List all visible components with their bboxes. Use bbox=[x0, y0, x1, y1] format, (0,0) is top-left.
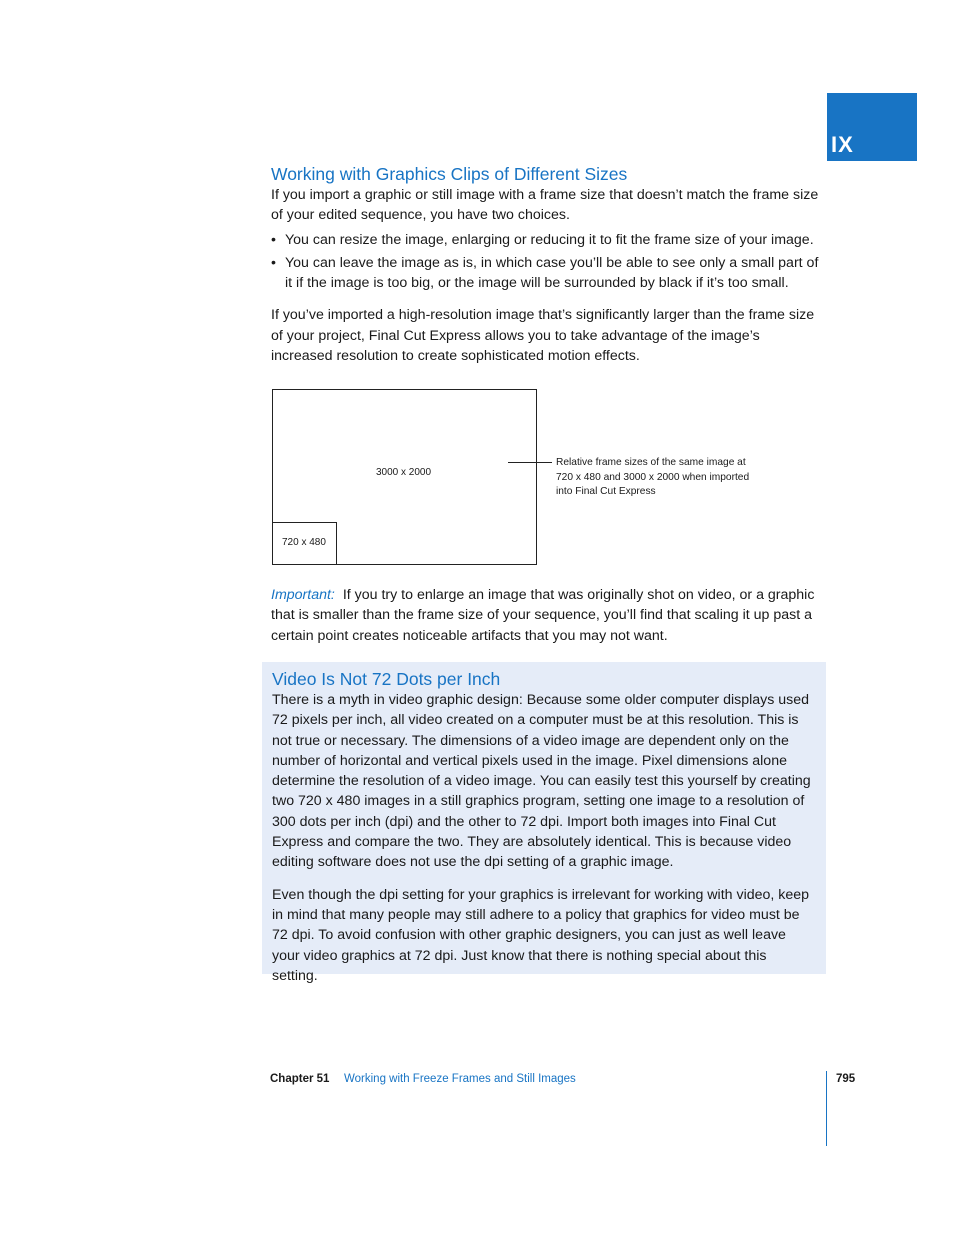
sidebar-heading: Video Is Not 72 Dots per Inch bbox=[272, 669, 501, 689]
page-number: 795 bbox=[836, 1073, 856, 1085]
callout-line bbox=[508, 462, 552, 463]
important-text: If you try to enlarge an image that was originally shot on video, or a graphic that is smaller than the frame size of your sequence, you’ll find that scaling it up past a certain point creates noticeable artifacts that you may not want. bbox=[271, 587, 815, 644]
footer-rule bbox=[826, 1071, 827, 1146]
figure-callout: Relative frame sizes of the same image at 720 x 480 and 3000 x 2000 when imported into Final Cut Express bbox=[556, 457, 750, 497]
choices-list bbox=[271, 230, 825, 294]
resolution-paragraph: If you’ve imported a high-resolution image that’s significantly larger than the frame size of your project, Final Cut Express allows you to take advantage of the image’s increased resolution to create sophisticated motion effects. bbox=[271, 307, 815, 365]
section-heading: Working with Graphics Clips of Different Sizes bbox=[271, 164, 628, 184]
sidebar-paragraph-2: Even though the dpi setting for your graphics is irrelevant for working with video, keep in mind that many people may still adhere to a policy that graphics for video must be 72 dpi. To avoid confusion with other graphic designers, you can just as well leave your video graphics at 72 dpi. Just know that there is nothing special about this setting. bbox=[272, 886, 810, 984]
bullet-glyph: • bbox=[271, 254, 276, 271]
list-item-text: You can resize the image, enlarging or reducing it to fit the frame size of your image. bbox=[285, 231, 814, 248]
list-item bbox=[271, 230, 825, 250]
footer-chapter-title: Working with Freeze Frames and Still Images bbox=[344, 1073, 576, 1085]
footer-chapter: Chapter 51 bbox=[270, 1073, 330, 1085]
part-tab bbox=[827, 93, 917, 161]
important-note bbox=[271, 585, 825, 646]
small-frame-label: 720 x 480 bbox=[282, 537, 326, 548]
part-tab-label: IX bbox=[831, 132, 854, 157]
sidebar-content bbox=[272, 668, 816, 986]
small-frame-box bbox=[273, 522, 337, 564]
important-label: Important: bbox=[271, 587, 335, 603]
large-frame-box bbox=[272, 389, 537, 565]
large-frame-label: 3000 x 2000 bbox=[376, 467, 432, 478]
intro-paragraph: If you import a graphic or still image with a frame size that doesn’t match the frame size of your edited sequence, you have two choices. bbox=[271, 187, 819, 224]
sidebar-paragraph-1: There is a myth in video graphic design: Because some older computer displays used 72 pixels per inch, all video created on a computer must be at this resolution. This is not true or necessary. The dimensions of a video image are dependent only on the number of horizontal and vertical pixels used in the image. Pixel dimensions alone determine the resolution of a video image. You can easily test this yourself by creating two 720 x 480 images in a still graphics program, setting one image to a resolution of 300 dots per inch (dpi) and the other to 72 dpi. Import both images into Final Cut Express and compare the two. They are absolutely identical. This is because video editing software does not use the dpi setting of a graphic image. bbox=[272, 692, 811, 871]
section-graphics-clips bbox=[271, 163, 825, 366]
list-item-text: You can leave the image as is, in which case you’ll be able to see only a small part of it if the image is too big, or the image will be surrounded by black if it’s too small. bbox=[285, 254, 819, 292]
bullet-glyph: • bbox=[271, 231, 276, 248]
frame-size-figure bbox=[272, 389, 752, 569]
list-item bbox=[271, 253, 825, 294]
